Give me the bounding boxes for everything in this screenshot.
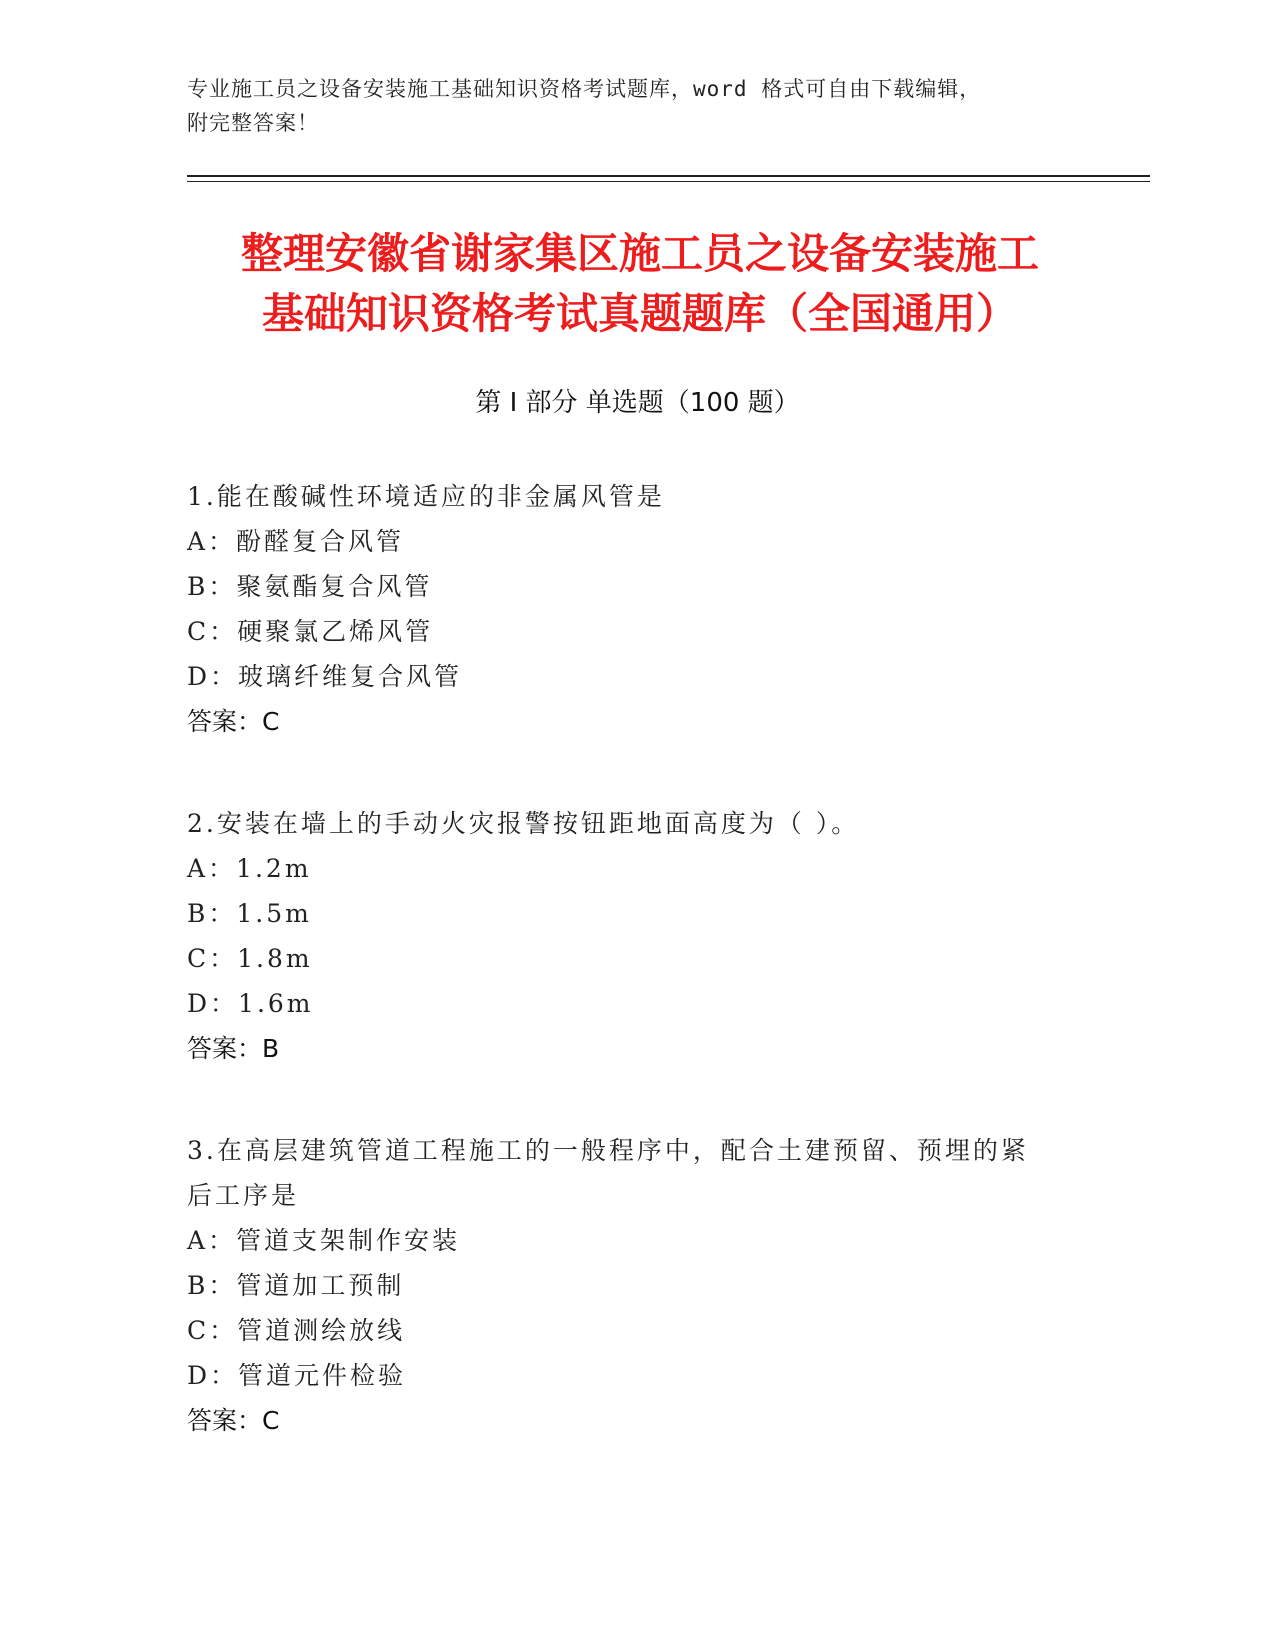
option-a: A：酚醛复合风管 xyxy=(187,527,405,556)
option-c: C：硬聚氯乙烯风管 xyxy=(187,617,434,646)
option-b: B：1.5m xyxy=(187,899,312,928)
title-line-1: 整理安徽省谢家集区施工员之设备安装施工 xyxy=(240,229,1039,278)
section-heading: 第 I 部分 单选题（100 题） xyxy=(475,388,800,418)
answer: 答案：C xyxy=(187,707,280,736)
question-1 xyxy=(187,474,1067,744)
title-line-2: 基础知识资格考试真题题库（全国通用） xyxy=(261,289,1018,338)
option-d: D：玻璃纤维复合风管 xyxy=(187,662,463,691)
option-c: C：1.8m xyxy=(187,944,313,973)
header-divider-thin xyxy=(187,181,1150,182)
option-a: A：1.2m xyxy=(187,854,312,883)
question-list xyxy=(187,474,1067,1500)
option-c: C：管道测绘放线 xyxy=(187,1316,406,1345)
intro-text xyxy=(187,72,1067,140)
question-2 xyxy=(187,801,1067,1071)
option-d: D：1.6m xyxy=(187,989,314,1018)
question-stem: 1.能在酸碱性环境适应的非金属风管是 xyxy=(187,482,665,511)
header-divider-thick xyxy=(187,175,1150,177)
option-b: B：聚氨酯复合风管 xyxy=(187,572,433,601)
option-b: B：管道加工预制 xyxy=(187,1271,405,1300)
question-stem-line-1: 3.在高层建筑管道工程施工的一般程序中，配合土建预留、预埋的紧 xyxy=(187,1136,1029,1165)
question-stem: 2.安装在墙上的手动火灾报警按钮距地面高度为（ ）。 xyxy=(187,809,860,838)
option-d: D：管道元件检验 xyxy=(187,1361,407,1390)
intro-line-2: 附完整答案！ xyxy=(187,111,319,135)
intro-line-1: 专业施工员之设备安装施工基础知识资格考试题库，word 格式可自由下载编辑， xyxy=(187,77,982,101)
answer: 答案：C xyxy=(187,1406,280,1435)
answer: 答案：B xyxy=(187,1034,280,1063)
question-3 xyxy=(187,1128,1067,1443)
question-stem-line-2: 后工序是 xyxy=(187,1181,300,1210)
option-a: A：管道支架制作安装 xyxy=(187,1226,461,1255)
document-title xyxy=(150,224,1130,344)
